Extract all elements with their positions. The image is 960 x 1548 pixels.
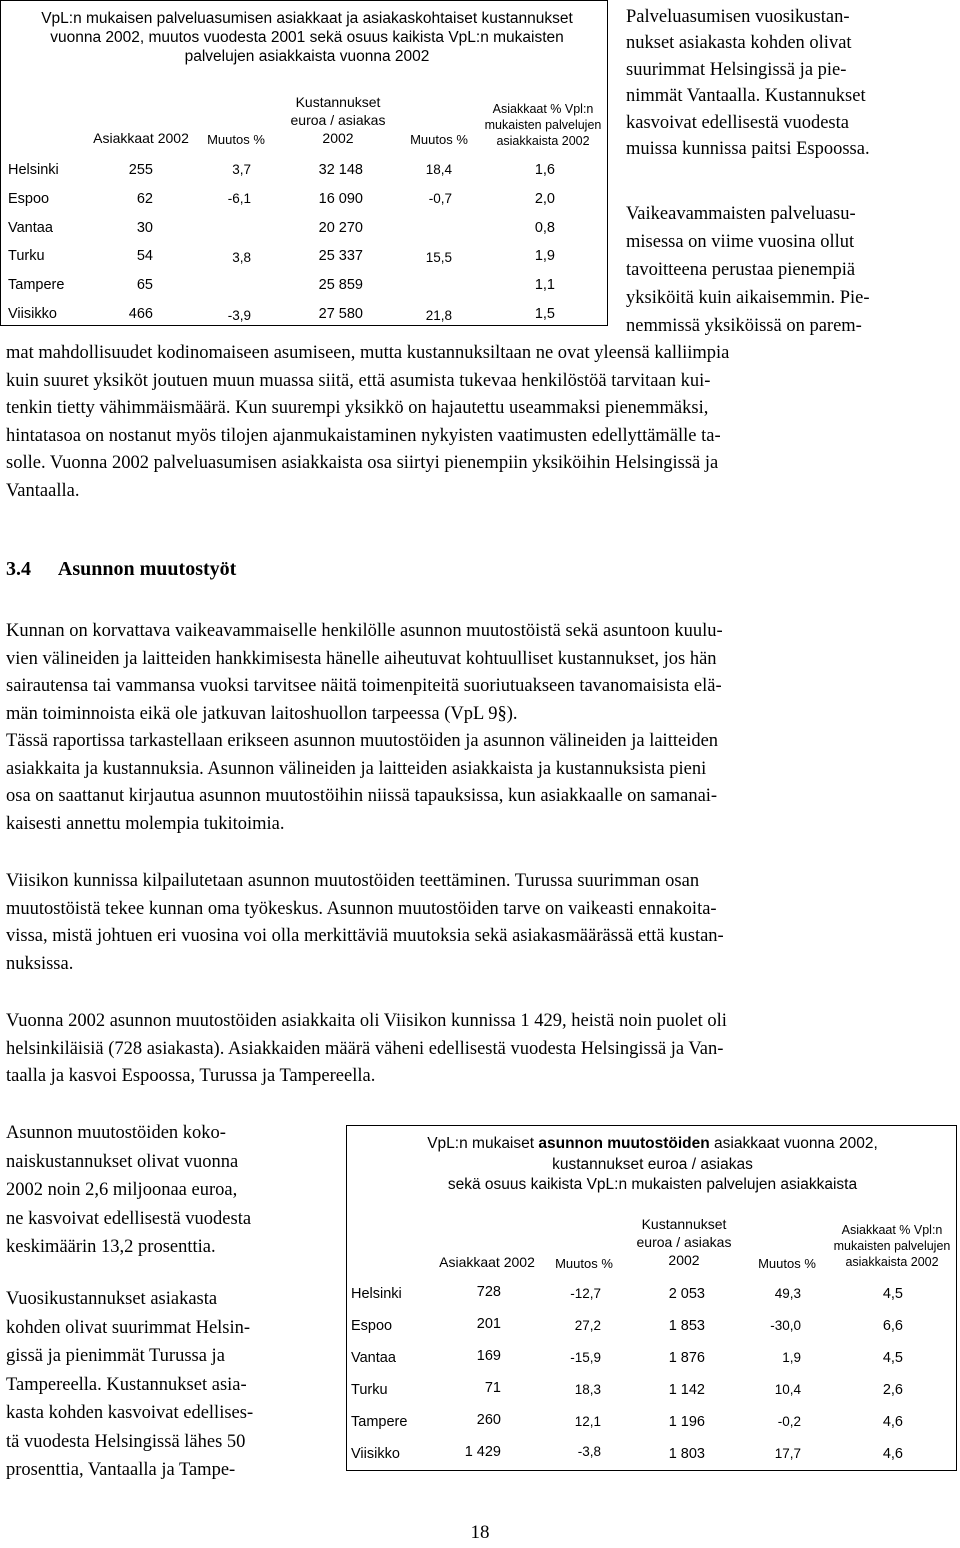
t2-header-clients: Asiakkaat 2002: [439, 1254, 535, 1270]
t1-header-cost: Kustannukset euroa / asiakas 2002: [290, 94, 386, 146]
t2-header-change2: Muutos %: [758, 1256, 816, 1271]
table-asunnon-muutostyot: VpL:n mukaiset asunnon muutostöiden asiakkaat vuonna 2002, kustannukset euroa / asiakas sekä osuus kaikista VpL:n mukaisten palvelujen asiakkaista Asiakkaat 2002 Muutos % Kustannukset euroa / asiakas 2002 Muutos % Asiakkaat % Vpl:n mukaisten palvelujen asiakkaista 2002 Helsinki 728 -12,7 2 053 49,3 4,5 Espoo 201 27,2 1 853 -30,0 6,6 Vantaa 169 -15,9 1 876 1,9 4,5 Turku 71 18,3 1 142 10,4 2,6 Tampere 260 12,1 1 196 -0,2 4,6 Viisikko 1 429 -3,8 1 803 17,7 4,6: [346, 1125, 957, 1471]
t1-header-clients: Asiakkaat 2002: [93, 130, 189, 146]
t2-header-cost: Kustannukset euroa / asiakas 2002: [636, 1216, 732, 1268]
paragraph-client-count: Vuonna 2002 asunnon muutostöiden asiakkaita oli Viisikon kunnissa 1 429, heistä noin puolet oli helsinkiläisiä (728 asiakasta). Asiakkaiden määrä väheni edellisestä vuodesta Helsingissä ja Van- taalla ja kasvoi Espoossa, Turussa ja Tampereella.: [6, 1011, 727, 1086]
t2-header-change1: Muutos %: [555, 1256, 613, 1271]
section-heading: [6, 556, 236, 582]
paragraph-tendering: Viisikon kunnissa kilpailutetaan asunnon muutostöiden teettäminen. Turussa suurimman osan muutostöistä tekee kunnan oma työkeskus. Asunnon muutostöiden tarve on vaikeasti ennakoita- vissa, mistä johtuen eri vuosina voi olla merkittäviä muutoksia sekä asiakasmäärässä että kustan- nuksissa.: [6, 871, 724, 974]
paragraph-housing-units: mat mahdollisuudet kodinomaiseen asumiseen, mutta kustannuksiltaan ne ovat yleensä kalliimpia kuin suuret yksiköt joutuen muun muassa siitä, että asumista tukevaa henkilöstöä tarvitaan kui- tenkin tietty vähimmäismäärä. Kun suurempi yksikkö on hajautettu useammaksi pienemmäksi, hintatasoa on nostanut myös tilojen ajanmukaistaminen nykyisten vaatimusten edellyttämälle ta- solle. Vuonna 2002 palveluasumisen asiakkaista osa siirtyi pienempiin yksiköihin Helsingissä ja Vantaalla.: [6, 343, 730, 501]
t1-header-share: Asiakkaat % Vpl:n mukaisten palvelujen asiakkaista 2002: [484, 102, 602, 148]
section-title: Asunnon muutostyöt: [57, 558, 237, 580]
side-note-units: Vaikeavammaisten palveluasu- misessa on viime vuosina ollut tavoitteena perustaa pienempiä yksiköitä kuin aikaisemmin. Pie- nemmissä yksiköissä on parem-: [626, 204, 870, 336]
table2-title: VpL:n mukaiset asunnon muutostöiden asiakkaat vuonna 2002, kustannukset euroa / asiakas sekä osuus kaikista VpL:n mukaisten palvelujen asiakkaista: [427, 1135, 878, 1193]
side-note-total-costs: Asunnon muutostöiden koko- naiskustannukset olivat vuonna 2002 noin 2,6 miljoonaa euroa, ne kasvoivat edellisestä vuodesta keskimäärin 13,2 prosenttia.: [6, 1123, 252, 1257]
t1-header-change2: Muutos %: [410, 132, 468, 147]
t1-header-change1: Muutos %: [207, 132, 265, 147]
side-note-costs: Palveluasumisen vuosikustan- nukset asiakasta kohden olivat suurimmat Helsingissä ja pie- nimmät Vantaalla. Kustannukset kasvoivat edellisestä vuodesta muissa kunnissa paitsi Espoossa.: [626, 7, 870, 160]
t2-header-share: Asiakkaat % Vpl:n mukaisten palvelujen asiakkaista 2002: [833, 1223, 951, 1269]
page-number: 18: [470, 1522, 490, 1543]
paragraph-legislation: Kunnan on korvattava vaikeavammaiselle henkilölle asunnon muutostöistä sekä asuntoon kuulu- vien välineiden ja laitteiden hankkimisesta hänelle aiheutuvat kohtuulliset kustannukset, jos hän sairautensa tai vammansa vuoksi tarvitsee näitä toimenpiteitä suoriutuakseen tavanomaisista elä- män toiminnoista eikä ole jatkuvan laitoshuollon tarpeessa (VpL 9§). Tässä raportissa tarkastellaan erikseen asunnon muutostöiden ja asunnon välineiden ja laitteiden asiakkaita ja kustannuksia. Asunnon välineiden ja laitteiden asiakkaista ja kustannuksista pieni osa on saattanut kirjautua asunnon muutostöihin niissä tapauksissa, kun asiakkaalle on samanai- kaisesti annettu molempia tukitoimia.: [6, 621, 723, 834]
side-note-annual-costs: Vuosikustannukset asiakasta kohden olivat suurimmat Helsin- gissä ja pienimmät Turussa ja Tampereella. Kustannukset asia- kasta kohden kasvoivat edellises- tä vuodesta Helsingissä lähes 50 prosenttia, Vantaalla ja Tampe-: [6, 1289, 254, 1480]
section-number: 3.4: [6, 558, 31, 580]
table-palveluasuminen: VpL:n mukaisen palveluasumisen asiakkaat ja asiakaskohtaiset kustannukset vuonna 2002, muutos vuodesta 2001 sekä osuus kaikista VpL:n mukaisten palvelujen asiakkaista vuonna 2002 Asiakkaat 2002 Muutos % Kustannukset euroa / asiakas 2002 Muutos % Asiakkaat % Vpl:n mukaisten palvelujen asiakkaista 2002 Helsinki 255 3,7 32 148 18,4 1,6 Espoo 62 -6,1 16 090 -0,7 2,0 Vantaa 30 20 270 0,8 Turku 54 3,8 25 337 15,5 1,9 Tampere 65 25 859 1,1 Viisikko 466 -3,9 27 580 21,8 1,5: [0, 0, 608, 326]
table1-title: VpL:n mukaisen palveluasumisen asiakkaat ja asiakaskohtaiset kustannukset vuonna 2002, muutos vuodesta 2001 sekä osuus kaikista VpL:n mukaisten palvelujen asiakkaista vuonna 2002: [41, 10, 573, 65]
